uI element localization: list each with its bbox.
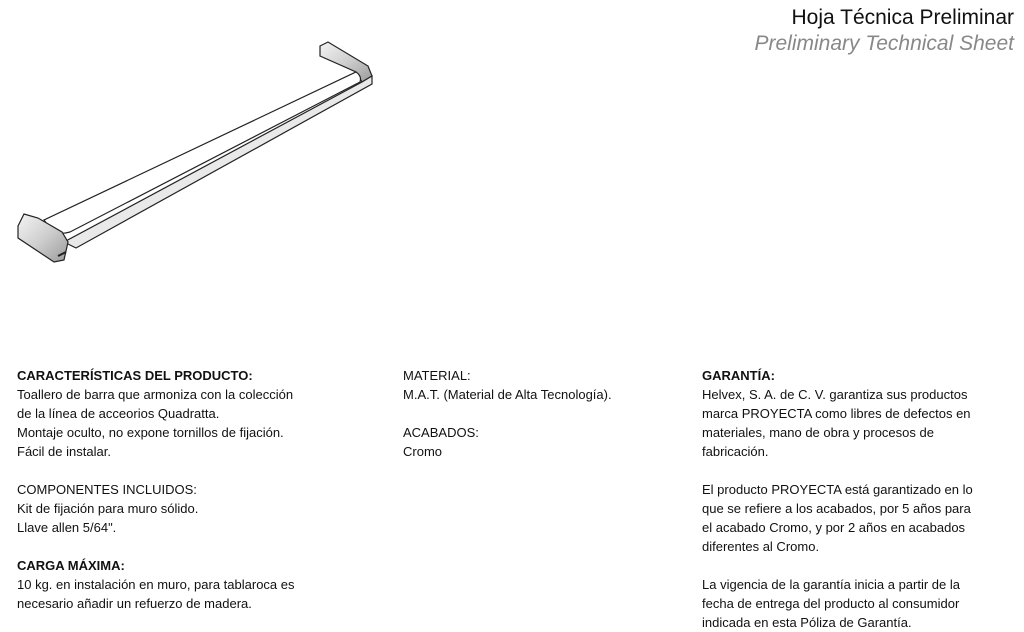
finishes-value: Cromo (403, 444, 443, 459)
characteristics-line: Toallero de barra que armoniza con la colección (17, 387, 294, 402)
warranty-line: marca PROYECTA como libres de defectos en (702, 406, 971, 421)
warranty-line: El producto PROYECTA está garantizado en lo (702, 482, 973, 497)
warranty-line: diferentes al Cromo. (702, 539, 820, 554)
towel-bar-illustration-icon (10, 36, 380, 271)
components-line: Llave allen 5/64". (17, 520, 117, 535)
finishes-heading: ACABADOS: (403, 425, 479, 440)
warranty-line: Helvex, S. A. de C. V. garantiza sus productos (702, 387, 968, 402)
warranty-line: el acabado Cromo, y por 2 años en acabados (702, 520, 966, 535)
components-heading: COMPONENTES INCLUIDOS: (17, 482, 197, 497)
characteristics-heading: CARACTERÍSTICAS DEL PRODUCTO: (17, 368, 253, 383)
title-english: Preliminary Technical Sheet (754, 32, 1014, 55)
column-product-info (17, 366, 347, 613)
max-load-heading: CARGA MÁXIMA: (17, 558, 125, 573)
title-spanish: Hoja Técnica Preliminar (791, 6, 1014, 29)
warranty-line: fabricación. (702, 444, 769, 459)
warranty-line: fecha de entrega del producto al consumidor (702, 596, 960, 611)
column-material (403, 366, 663, 461)
characteristics-line: de la línea de acceorios Quadratta. (17, 406, 220, 421)
components-line: Kit de fijación para muro sólido. (17, 501, 199, 516)
material-value: M.A.T. (Material de Alta Tecnología). (403, 387, 612, 402)
warranty-line: indicada en esta Póliza de Garantía. (702, 615, 912, 630)
material-heading: MATERIAL: (403, 368, 471, 383)
warranty-line: materiales, mano de obra y procesos de (702, 425, 934, 440)
max-load-line: necesario añadir un refuerzo de madera. (17, 596, 252, 611)
warranty-line: que se refiere a los acabados, por 5 años para (702, 501, 971, 516)
warranty-heading: GARANTÍA: (702, 368, 775, 383)
characteristics-line: Montaje oculto, no expone tornillos de fijación. (17, 425, 284, 440)
column-warranty (702, 366, 1002, 632)
max-load-line: 10 kg. en instalación en muro, para tablaroca es (17, 577, 295, 592)
characteristics-line: Fácil de instalar. (17, 444, 111, 459)
warranty-line: La vigencia de la garantía inicia a partir de la (702, 577, 960, 592)
